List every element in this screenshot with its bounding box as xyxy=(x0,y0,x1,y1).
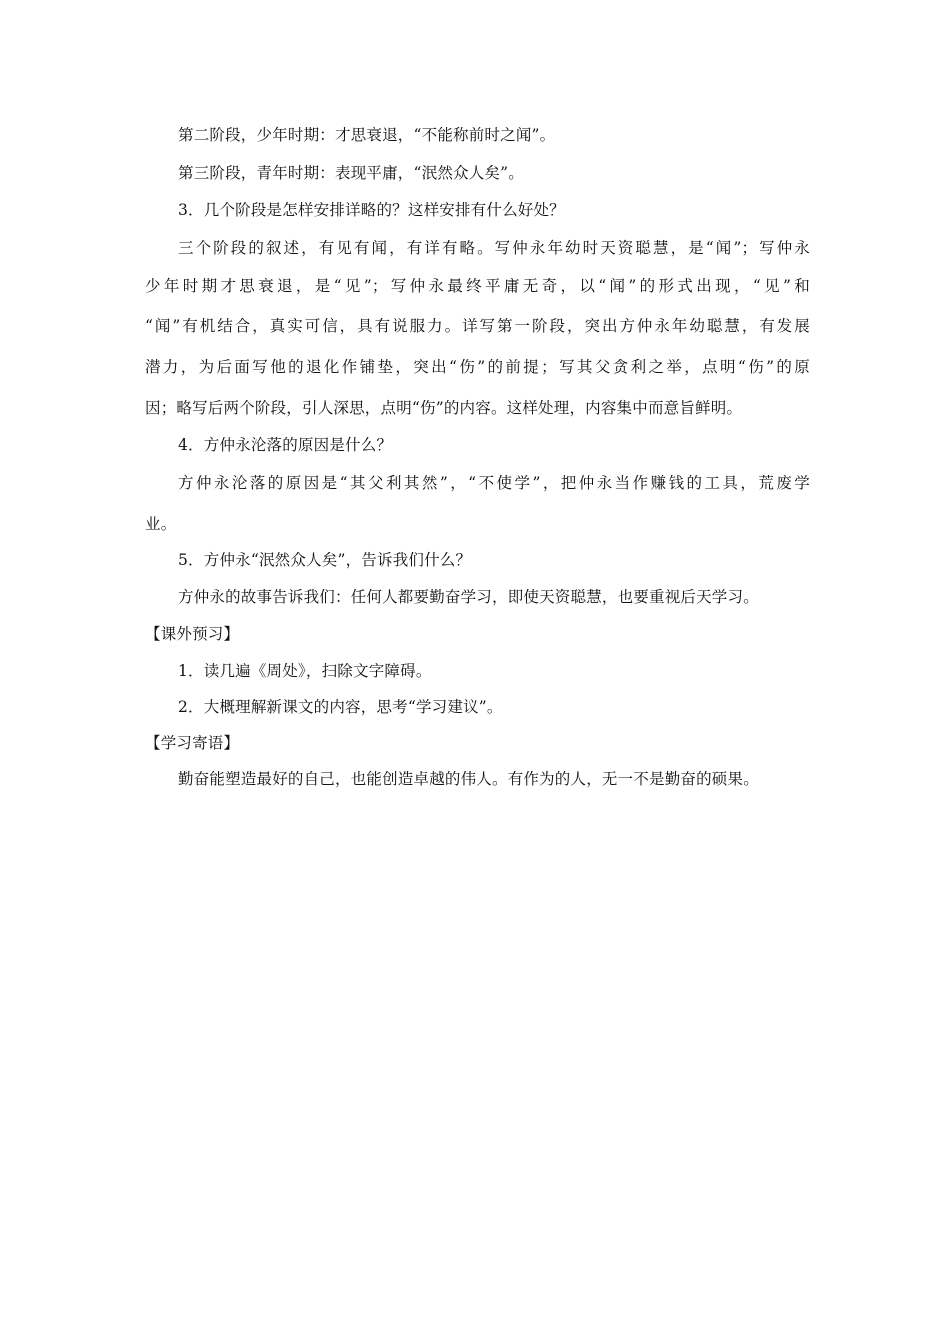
study-message: 勤奋能塑造最好的自己，也能创造卓越的伟人。有作为的人，无一不是勤奋的硕果。 xyxy=(178,770,759,788)
section-heading-preview: 【课外预习】 xyxy=(145,625,240,643)
answer-3-line-1: 三个阶段的叙述，有见有闻，有详有略。写仲永年幼时天资聪慧，是“闻”；写仲永 xyxy=(178,239,810,257)
answer-3-line-4: 潜力，为后面写他的退化作铺垫，突出“伤”的前提；写其父贪利之举，点明“伤”的原 xyxy=(145,358,810,376)
answer-4-line-1: 方仲永沦落的原因是“其父利其然”，“不使学”，把仲永当作赚钱的工具，荒废学 xyxy=(178,474,810,492)
answer-4-line-2: 业。 xyxy=(145,515,177,533)
question-5: 5．方仲永“泯然众人矣”，告诉我们什么？ xyxy=(178,551,472,569)
preview-item-1: 1．读几遍《周处》，扫除文字障碍。 xyxy=(178,662,432,680)
answer-3-line-2: 少年时期才思衰退，是“见”；写仲永最终平庸无奇，以“闻”的形式出现，“见”和 xyxy=(145,277,810,295)
section-heading-message: 【学习寄语】 xyxy=(145,734,240,752)
answer-3-line-5: 因；略写后两个阶段，引人深思，点明“伤”的内容。这样处理，内容集中而意旨鲜明。 xyxy=(145,399,743,417)
answer-3-line-3: “闻”有机结合，真实可信，具有说服力。详写第一阶段，突出方仲永年幼聪慧，有发展 xyxy=(145,317,810,335)
text-line-stage-two: 第二阶段，少年时期：才思衰退，“不能称前时之闻”。 xyxy=(178,126,556,144)
question-3: 3．几个阶段是怎样安排详略的？这样安排有什么好处？ xyxy=(178,201,565,219)
answer-5: 方仲永的故事告诉我们：任何人都要勤奋学习，即使天资聪慧，也要重视后天学习。 xyxy=(178,588,759,606)
text-line-stage-three: 第三阶段，青年时期：表现平庸，“泯然众人矣”。 xyxy=(178,164,524,182)
question-4: 4．方仲永沦落的原因是什么？ xyxy=(178,436,393,454)
preview-item-2: 2．大概理解新课文的内容，思考“学习建议”。 xyxy=(178,698,503,716)
